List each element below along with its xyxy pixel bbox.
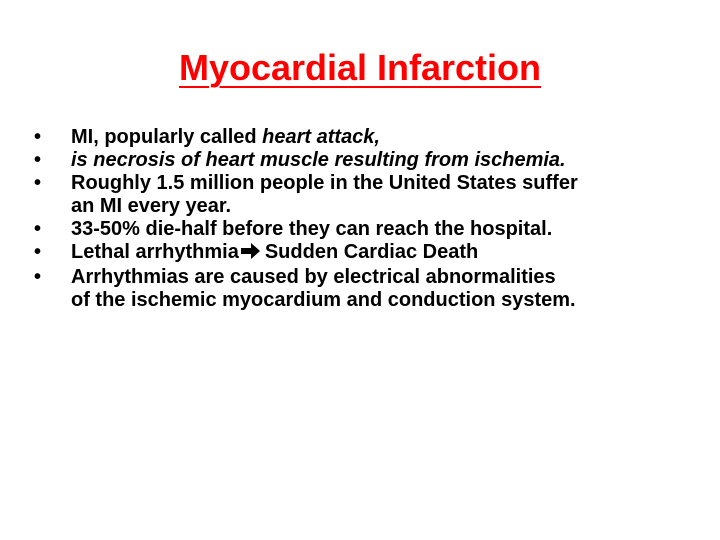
bullet-item: [34, 126, 694, 149]
bullet-dot: •: [34, 241, 42, 263]
slide-title-text: Myocardial Infarction: [178, 47, 542, 88]
bullet-item: [34, 266, 694, 312]
bullet-text: is necrosis of heart muscle resulting from ischemia.: [71, 149, 566, 171]
bullet-dot: •: [34, 218, 42, 240]
slide-title: [0, 44, 720, 92]
bullet-emphasis: heart attack,: [262, 126, 380, 148]
bullet-text-after: Sudden Cardiac Death: [264, 241, 479, 263]
bullet-text-before: Lethal arrhythmia: [71, 241, 239, 263]
bullet-text: MI, popularly called: [71, 126, 263, 148]
bullet-text-line1: Roughly 1.5 million people in the United States suffer: [71, 172, 578, 194]
bullet-text-line1: Arrhythmias are caused by electrical abnormalities: [71, 266, 556, 288]
bullet-item: [34, 241, 694, 266]
bullet-item: [34, 218, 694, 241]
bullet-text: 33-50% die-half before they can reach the hospital.: [71, 218, 553, 240]
right-arrow-icon: [241, 242, 261, 266]
bullet-item: [34, 149, 694, 172]
bullet-text-line2: an MI every year.: [71, 195, 232, 217]
bullet-dot: •: [34, 149, 42, 171]
bullet-dot: •: [34, 172, 42, 194]
bullet-dot: •: [34, 266, 42, 288]
bullet-list: [34, 126, 694, 312]
bullet-item: [34, 172, 694, 218]
bullet-text-line2: of the ischemic myocardium and conduction system.: [71, 289, 576, 311]
bullet-dot: •: [34, 126, 42, 148]
